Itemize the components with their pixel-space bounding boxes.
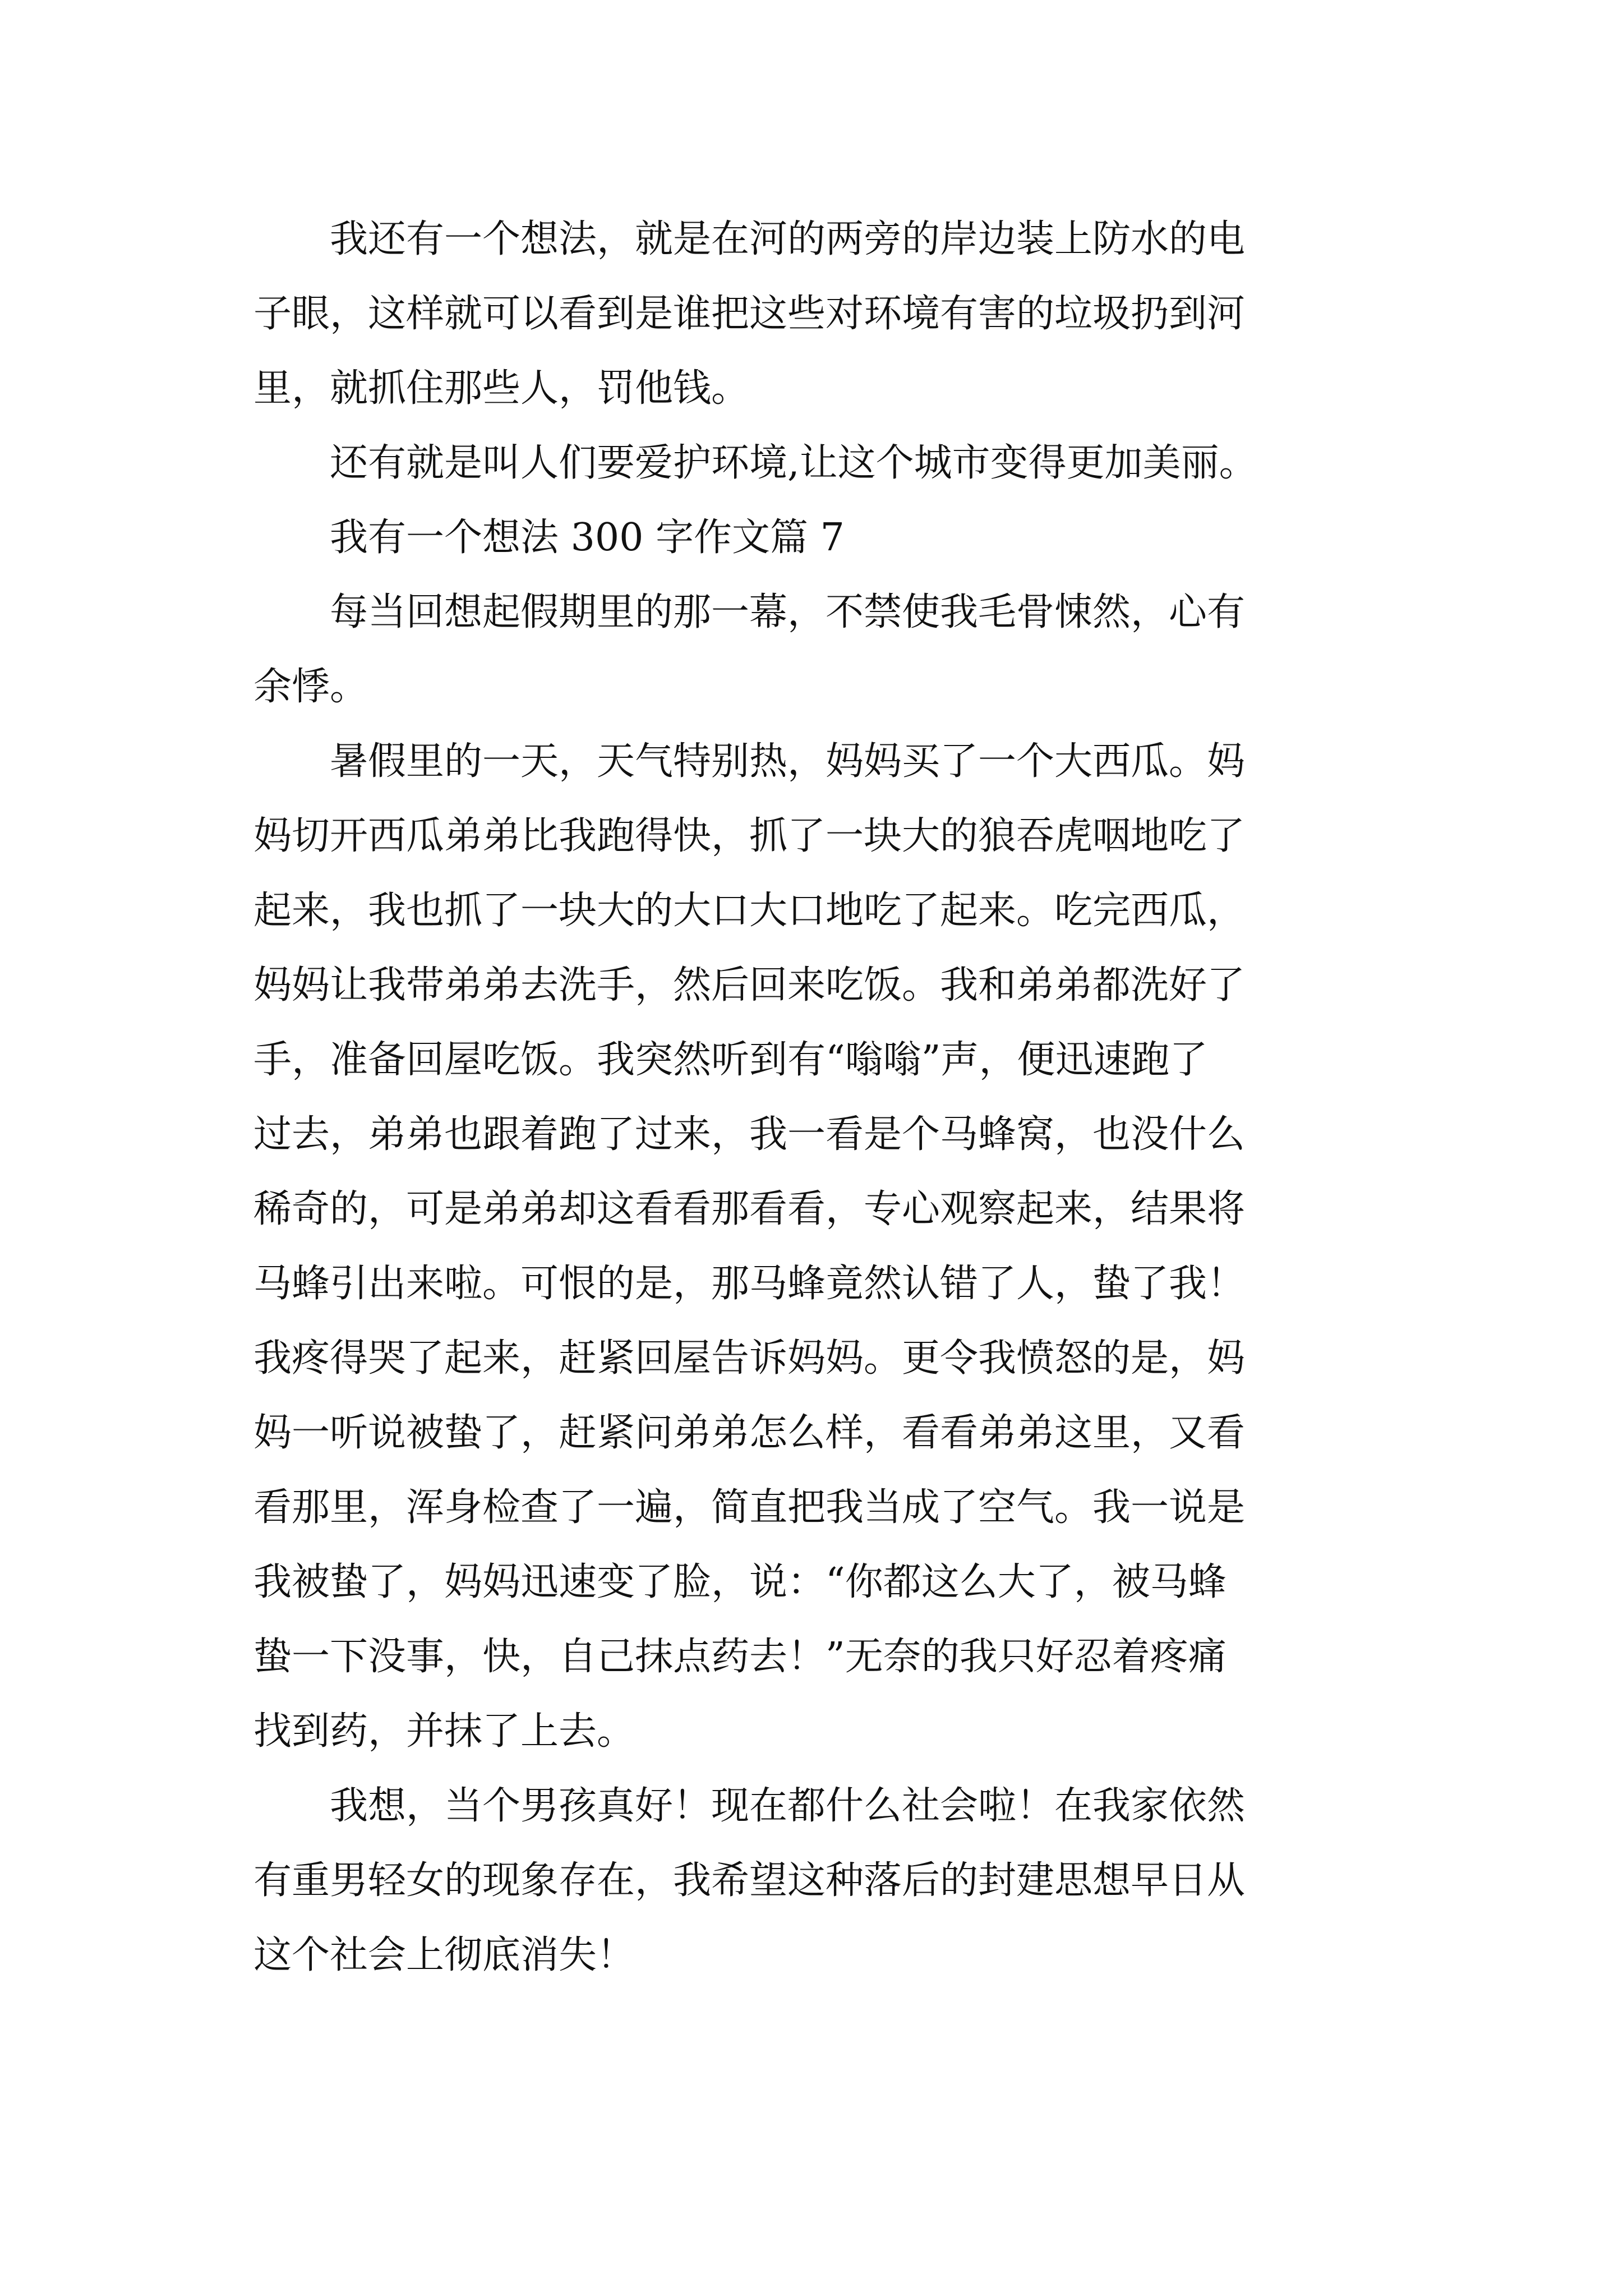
- paragraph-opening: 每当回想起假期里的那一幕，不禁使我毛骨悚然，心有 余悸。: [253, 590, 1246, 709]
- paragraph-environment-idea: 我还有一个想法，就是在河的两旁的岸边装上防水的电 子眼，这样就可以看到是谁把这些对环境有害的垃圾扔到河 里，就抓住那些人，罚他钱。: [253, 217, 1246, 411]
- paragraph-conclusion: 我想，当个男孩真好！现在都什么社会啦！在我家依然 有重男轻女的现象存在，我希望这种落后的封建思想早日从 这个社会上彻底消失！: [253, 1784, 1246, 1977]
- document-body: [253, 202, 1375, 1993]
- essay-heading: 我有一个想法 300 字作文篇 7: [330, 516, 845, 560]
- paragraph-story: 暑假里的一天，天气特别热，妈妈买了一个大西瓜。妈 妈切开西瓜弟弟比我跑得快，抓了一块大的狼吞虎咽地吃了 起来，我也抓了一块大的大口大口地吃了起来。吃完西瓜， 妈妈让我带弟弟去洗手，然后回来吃饭。我和弟弟都洗好了 手，准备回屋吃饭。我突然听到有“嗡嗡”声，便迅速跑了 过去，弟弟也跟着跑了过来，我一看是个马蜂窝，也没什么 稀奇的，可是弟弟却这看看那看看，专心观察起来，结果将 马蜂引出来啦。可恨的是，那马蜂竟然认错了人，蛰了我！ 我疼得哭了起来，赶紧回屋告诉妈妈。更令我愤怒的是，妈 妈一听说被蛰了，赶紧问弟弟怎么样，看看弟弟这里，又看 看那里，浑身检查了一遍，简直把我当成了空气。我一说是 我被蛰了，妈妈迅速变了脸，说：“你都这么大了，被马蜂 蛰一下没事，快，自己抹点药去！”无奈的我只好忍着疼痛 找到药，并抹了上去。: [253, 739, 1246, 1754]
- paragraph-protect-environment: 还有就是叫人们要爱护环境,让这个城市变得更加美丽。: [330, 441, 1257, 485]
